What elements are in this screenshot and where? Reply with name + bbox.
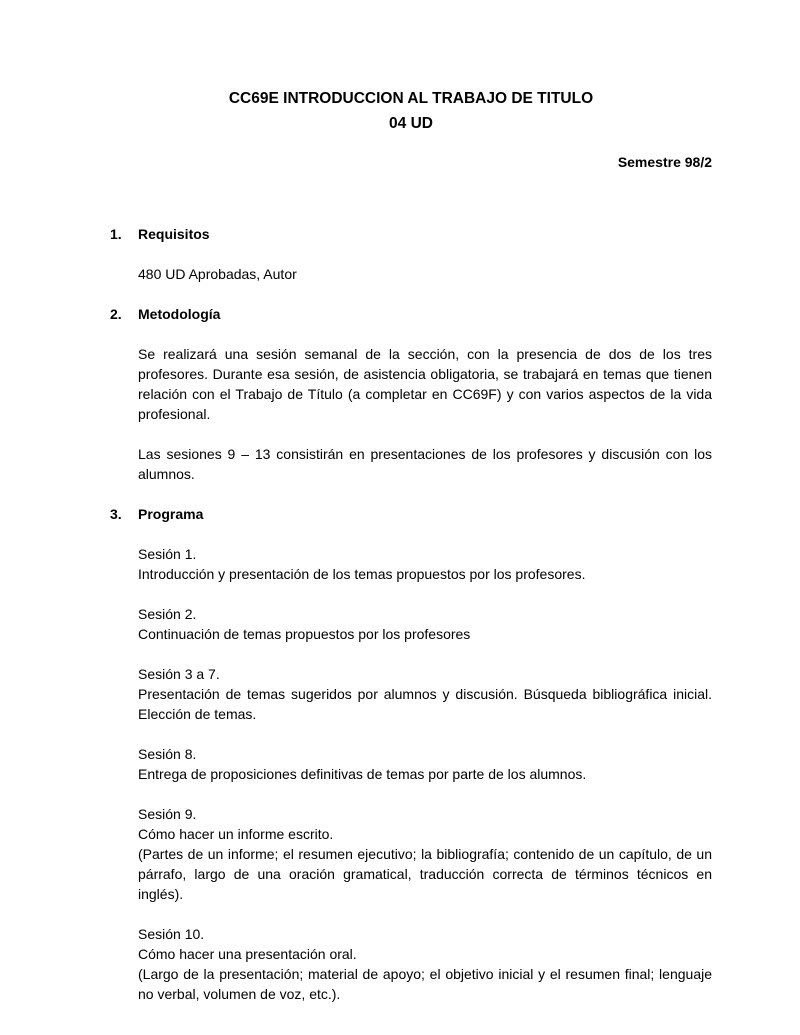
session-label: Sesión 2. bbox=[138, 606, 197, 622]
session-line: Continuación de temas propuestos por los profesores bbox=[138, 626, 471, 642]
section-heading: Metodología bbox=[138, 306, 221, 322]
section-heading: Programa bbox=[138, 506, 204, 522]
session-label: Sesión 3 a 7. bbox=[138, 666, 220, 682]
section-number: 3. bbox=[110, 506, 122, 522]
section-header bbox=[110, 304, 712, 324]
session-label: Sesión 10. bbox=[138, 926, 205, 942]
page-title bbox=[110, 86, 712, 136]
session-block-9 bbox=[138, 804, 712, 904]
paragraph: 480 UD Aprobadas, Autor bbox=[138, 266, 297, 282]
section-number: 2. bbox=[110, 306, 122, 322]
session-label: Sesión 9. bbox=[138, 806, 197, 822]
section-programa bbox=[110, 504, 712, 1004]
section-header bbox=[110, 504, 712, 524]
section-requisitos bbox=[110, 224, 712, 284]
session-line: Introducción y presentación de los temas propuestos por los profesores. bbox=[138, 566, 586, 582]
section-body bbox=[138, 344, 712, 484]
session-block-10 bbox=[138, 924, 712, 1004]
session-label: Sesión 1. bbox=[138, 546, 197, 562]
session-label: Sesión 8. bbox=[138, 746, 197, 762]
section-metodologia bbox=[110, 304, 712, 484]
paragraph: Las sesiones 9 – 13 consistirán en presentaciones de los profesores y discusión con los alumnos. bbox=[138, 446, 712, 482]
session-block-2 bbox=[138, 604, 712, 644]
section-body bbox=[138, 544, 712, 1004]
session-line: Cómo hacer una presentación oral. bbox=[138, 946, 357, 962]
session-line: Entrega de proposiciones definitivas de temas por parte de los alumnos. bbox=[138, 766, 587, 782]
section-number: 1. bbox=[110, 226, 122, 242]
session-block-8 bbox=[138, 744, 712, 784]
paragraph: Se realizará una sesión semanal de la sección, con la presencia de dos de los tres profesores. Durante esa sesión, de asistencia obligatoria, se trabajará en temas que tienen relación con el Trabajo de Título (a completar en CC69F) y con varios aspectos de la vida profesional. bbox=[138, 346, 712, 422]
session-line: Presentación de temas sugeridos por alumnos y discusión. Búsqueda bibliográfica inicial. Elección de temas. bbox=[138, 686, 712, 722]
section-header bbox=[110, 224, 712, 244]
section-body bbox=[138, 264, 712, 284]
semester-label: Semestre 98/2 bbox=[617, 154, 712, 170]
session-line: Cómo hacer un informe escrito. bbox=[138, 826, 334, 842]
page-title-line2: 04 UD bbox=[389, 115, 433, 132]
page-title-line1: CC69E INTRODUCCION AL TRABAJO DE TITULO bbox=[228, 90, 594, 107]
session-line: (Largo de la presentación; material de apoyo; el objetivo inicial y el resumen final; lenguaje no verbal, volumen de voz, etc.). bbox=[138, 966, 712, 1002]
session-line: (Partes de un informe; el resumen ejecutivo; la bibliografía; contenido de un capítulo, de un párrafo, largo de una oración gramatical, traducción correcta de términos técnicos en inglés). bbox=[138, 846, 712, 902]
section-heading: Requisitos bbox=[138, 226, 210, 242]
session-block-3a7 bbox=[138, 664, 712, 724]
session-block-1 bbox=[138, 544, 712, 584]
